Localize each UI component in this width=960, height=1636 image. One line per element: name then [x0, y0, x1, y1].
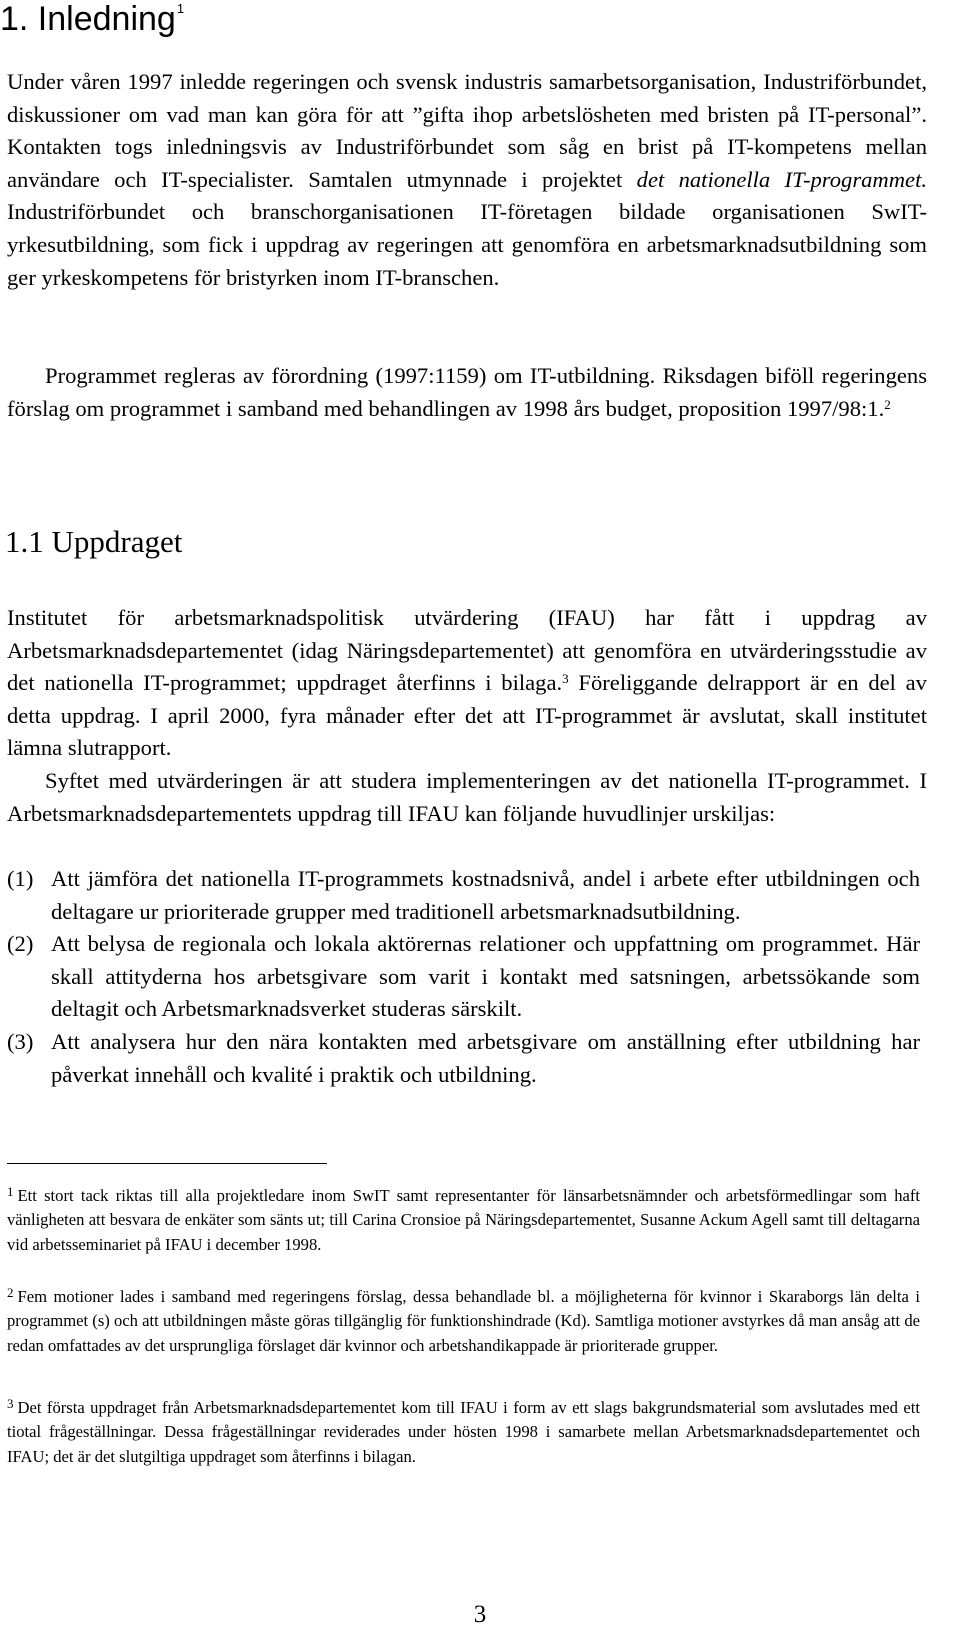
list-item-text: Att jämföra det nationella IT-programmets kostnadsnivå, andel i arbete efter utbildningen och deltagare ur prioriterade grupper med traditionell arbetsmarknadsutbildning. [51, 866, 920, 924]
footnote-text: Det första uppdraget från Arbetsmarknadsdepartementet kom till IFAU i form av ett slags bakgrundsmaterial som avslutades med ett tiotal frågeställningar. Dessa frågeställningar reviderades under hösten 1998 i samarbete mellan Arbetsmarknadsdepartementet och IFAU; det är det slutgiltiga uppdraget som återfinns i bilagan. [7, 1398, 920, 1466]
footnote-marker-3: 3 [562, 670, 569, 686]
list-item-number: (2) [7, 931, 34, 957]
section-heading: 1.1 Uppdraget [5, 524, 183, 559]
page-number: 3 [473, 1601, 487, 1628]
program-name-italic: det nationella IT-programmet. [636, 166, 927, 192]
footnote-marker-2: 2 [884, 396, 891, 412]
chapter-heading [0, 0, 184, 39]
uppdraget-paragraph-1 [7, 602, 927, 765]
objectives-list [7, 863, 920, 1091]
footnote [7, 1281, 920, 1358]
intro-paragraph-2 [7, 360, 927, 425]
uppdraget-text-b: Föreliggande delrapport är en del av detta uppdrag. I april 2000, fyra månader efter det att IT-programmet är avslutat, skall institutet lämna slutrapport. [7, 670, 927, 761]
uppdraget-text-a: Institutet för arbetsmarknadspolitisk utvärdering (IFAU) har fått i uppdrag av Arbetsmarknadsdepartementet (idag Näringsdepartementet) att genomföra en utvärderingsstudie av det nationella IT-programmet; uppdraget återfinns i bilaga. [7, 605, 927, 696]
intro-paragraph-1 [7, 66, 927, 294]
footnote [7, 1180, 920, 1257]
footnote [7, 1392, 920, 1469]
list-item-number: (1) [7, 866, 34, 891]
footnote-number: 2 [7, 1285, 14, 1300]
list-item-number: (3) [7, 1028, 34, 1054]
footnote-text: Ett stort tack riktas till alla projektledare inom SwIT samt representanter för länsarbetsnämnder och arbetsförmedlingar som haft vänligheten att besvara de enkäter som sänts ut; till Carina Cronsioe på Näringsdepartementet, Susanne Ackum Agell samt till deltagarna vid arbetsseminariet på IFAU i december 1998. [7, 1186, 920, 1254]
list-item [7, 1026, 920, 1091]
list-item-text: Att analysera hur den nära kontakten med arbetsgivare om anställning efter utbildning har påverkat innehåll och kvalité i praktik och utbildning. [51, 1028, 920, 1087]
uppdraget-paragraph-2: Syftet med utvärderingen är att studera implementeringen av det nationella IT-programmet. I Arbetsmarknadsdepartementets uppdrag till IFAU kan följande huvudlinjer urskiljas: [7, 768, 927, 826]
footnote-marker-1: 1 [176, 1, 185, 16]
chapter-heading-text: 1. Inledning [0, 0, 176, 38]
intro-text-a: Under våren 1997 inledde regeringen och svensk industris samarbetsorganisation, Industriförbundet, diskussioner om vad man kan göra för att ”gifta ihop arbetslösheten med bristen på IT-personal”. Kontakten togs inledningsvis av Industriförbundet som såg en brist på IT-kompetens mellan användare och IT-specialister. Samtalen utmynnade i projektet [7, 69, 927, 192]
list-item-text: Att belysa de regionala och lokala aktörernas relationer och uppfattning om programmet. Här skall attityderna hos arbetsgivare som varit i kontakt med satsningen, arbetssökande som deltagit och Arbetsmarknadsverket studeras särskilt. [51, 931, 920, 1022]
intro-text-c: Programmet regleras av förordning (1997:1159) om IT-utbildning. Riksdagen biföll regeringens förslag om programmet i samband med behandlingen av 1998 års budget, proposition 1997/98:1. [7, 363, 927, 421]
list-item [7, 928, 920, 1026]
footnote-text: Fem motioner lades i samband med regeringens förslag, dessa behandlade bl. a möjligheterna för kvinnor i Skaraborgs län delta i programmet (s) och att utbildningen måste göras tillgänglig för funktionshindrade (Kd). Samtliga motioner avstyrkes då man ansåg att de redan omfattades av det ursprungliga förslaget där kvinnor och arbetshandikappade är prioriterade grupper. [7, 1287, 920, 1355]
list-item [7, 863, 920, 928]
footnote-separator [7, 1163, 327, 1164]
footnote-number: 3 [7, 1396, 14, 1411]
footnote-number: 1 [7, 1184, 14, 1199]
intro-text-b: Industriförbundet och branschorganisationen IT-företagen bildade organisationen SwIT-yrkesutbildning, som fick i uppdrag av regeringen att genomföra en arbetsmarknadsutbildning som ger yrkeskompetens för bristyrken inom IT-branschen. [7, 199, 927, 290]
